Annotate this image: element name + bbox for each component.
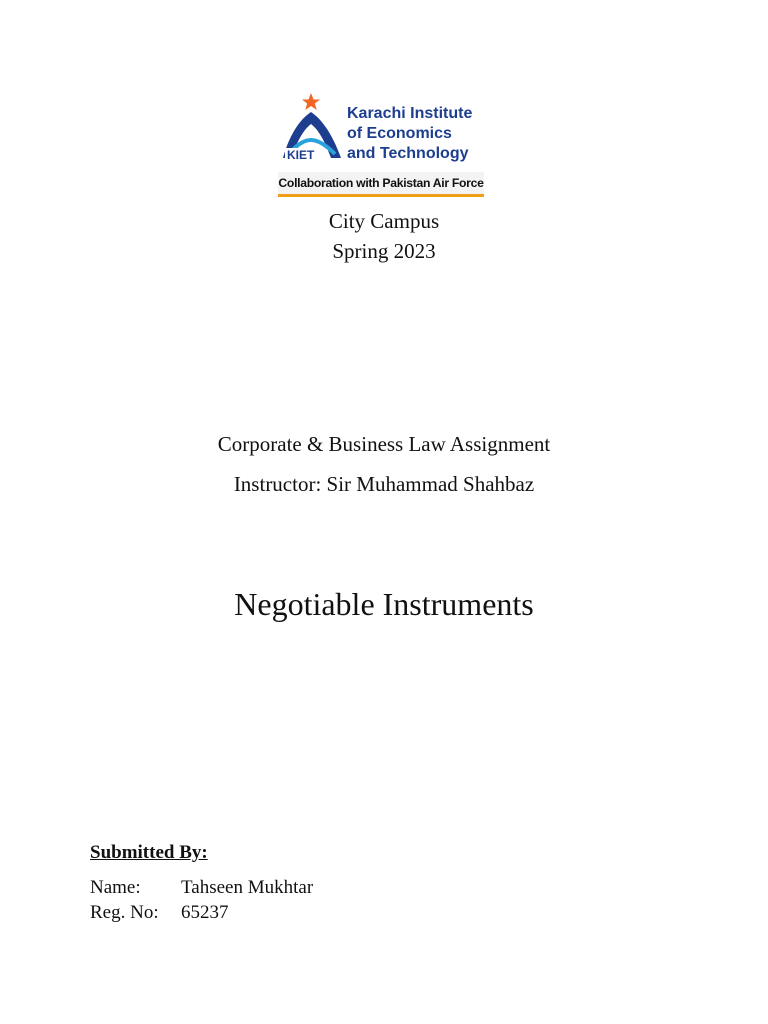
submitted-by-heading: Submitted By: xyxy=(90,842,208,863)
logo-line-3: and Technology xyxy=(347,145,469,162)
logo-acronym: KIET xyxy=(287,148,315,162)
logo-line-1: Karachi Institute xyxy=(347,105,473,122)
name-label: Name: xyxy=(90,877,141,898)
reg-no-value: 65237 xyxy=(181,902,229,923)
name-value: Tahseen Mukhtar xyxy=(181,877,314,898)
campus-label: City Campus xyxy=(328,209,440,233)
course-title: Corporate & Business Law Assignment xyxy=(217,432,551,456)
term-label: Spring 2023 xyxy=(332,239,436,263)
document-title: Negotiable Instruments xyxy=(234,586,534,622)
logo-line-2: of Economics xyxy=(347,125,452,142)
kiet-logo xyxy=(277,92,485,200)
reg-no-label: Reg. No: xyxy=(90,902,159,923)
logo-band: Collaboration with Pakistan Air Force xyxy=(278,172,484,197)
instructor-line: Instructor: Sir Muhammad Shahbaz xyxy=(233,472,535,496)
